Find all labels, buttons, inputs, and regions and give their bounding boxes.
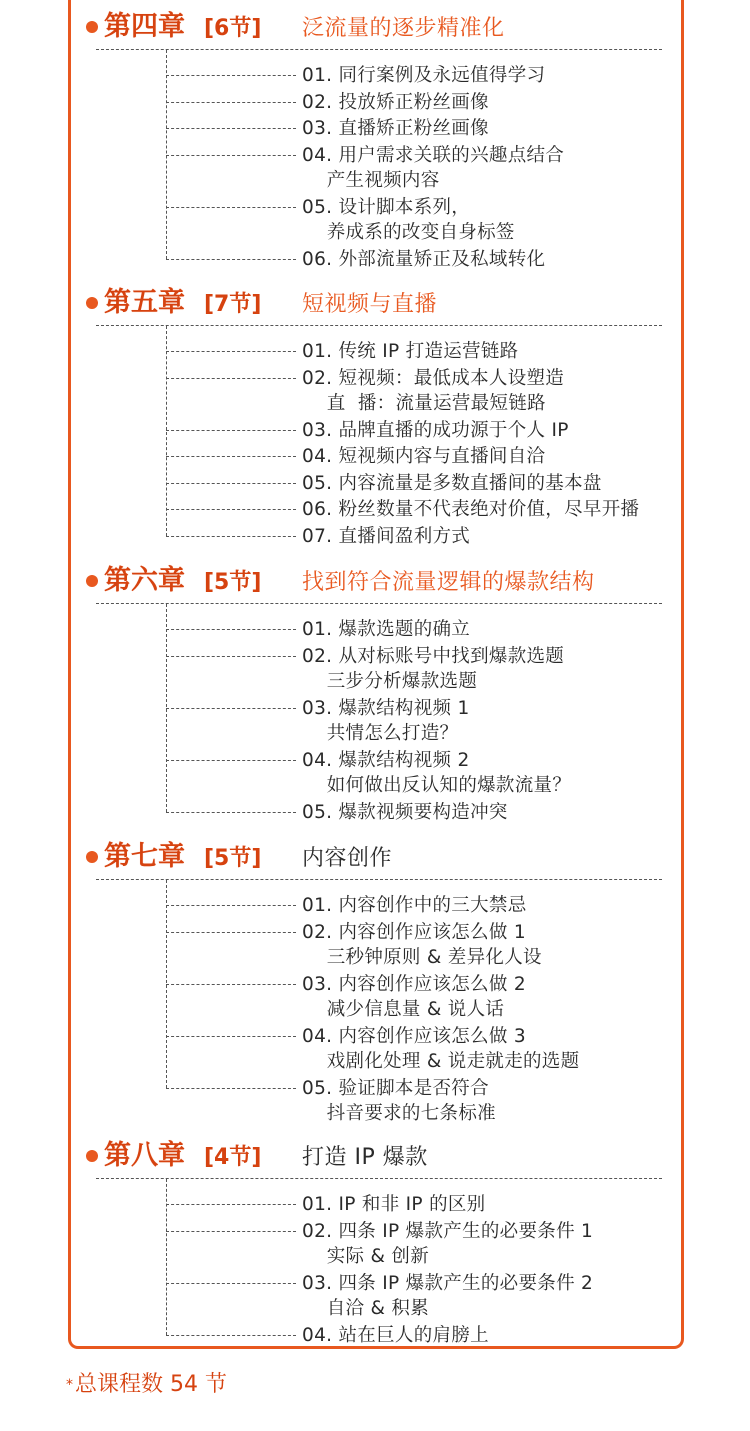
lesson-text	[302, 418, 569, 443]
chapter-section-count: [5节]	[204, 570, 262, 595]
lesson-title: 02. 从对标账号中找到爆款选题	[302, 645, 565, 667]
chapter-label: 第四章	[104, 11, 185, 42]
lesson-subtitle: 如何做出反认知的爆款流量？	[302, 774, 572, 796]
chapter-label: 第七章	[104, 841, 185, 872]
bullet-dot-icon	[86, 297, 98, 309]
tree-branch	[166, 259, 296, 260]
tree-branch	[166, 155, 296, 156]
lesson-text	[302, 1323, 489, 1348]
lesson-title: 06. 粉丝数量不代表绝对价值，尽早开播	[302, 499, 640, 520]
star-mark: *	[66, 1377, 73, 1393]
tree-branch	[166, 207, 296, 208]
lesson-subtitle: 养成系的改变自身标签	[302, 221, 515, 243]
lesson-subtitle: 戏剧化处理 & 说走就走的选题	[302, 1050, 580, 1072]
chapter-divider	[96, 603, 662, 604]
lesson-title: 03. 品牌直播的成功源于个人 IP	[302, 419, 569, 441]
lesson-text	[302, 90, 489, 115]
tree-branch	[166, 656, 296, 657]
lesson-title: 02. 四条 IP 爆款产生的必要条件 1	[302, 1220, 594, 1242]
lesson-title: 01. IP 和非 IP 的区别	[302, 1194, 486, 1215]
lesson-title: 04. 爆款结构视频 2	[302, 749, 470, 771]
tree-branch	[166, 708, 296, 709]
lesson-title: 02. 内容创作应该怎么做 1	[302, 921, 526, 943]
lesson-text	[302, 195, 515, 245]
lesson-text	[302, 247, 545, 272]
tree-branch	[166, 1036, 296, 1037]
chapter-header	[86, 8, 666, 48]
chapter-header	[86, 284, 666, 324]
chapter-title: 内容创作	[302, 846, 393, 871]
tree-branch	[166, 430, 296, 431]
chapter-section-count: [4节]	[204, 1145, 262, 1170]
lesson-title: 03. 内容创作应该怎么做 2	[302, 973, 526, 995]
lesson-text	[302, 972, 526, 1022]
chapter-title: 打造 IP 爆款	[302, 1145, 428, 1170]
tree-branch	[166, 1231, 296, 1232]
lesson-title: 05. 验证脚本是否符合	[302, 1077, 489, 1099]
bullet-dot-icon	[86, 21, 98, 33]
lesson-text	[302, 893, 527, 918]
bullet-dot-icon	[86, 1150, 98, 1162]
chapter-header	[86, 1137, 666, 1177]
tree-branch	[166, 1088, 296, 1089]
lesson-text	[302, 471, 602, 496]
lesson-text	[302, 1192, 485, 1217]
lesson-text	[302, 116, 489, 141]
lesson-title: 02. 投放矫正粉丝画像	[302, 91, 489, 113]
tree-branch	[166, 905, 296, 906]
tree-branch	[166, 760, 296, 761]
tree-branch	[166, 1335, 296, 1336]
tree-trunk	[166, 880, 167, 1088]
chapter-divider	[96, 325, 662, 326]
lesson-text	[302, 366, 564, 416]
tree-branch	[166, 351, 296, 352]
lesson-title: 01. 同行案例及永远值得学习	[302, 65, 546, 86]
lesson-text	[302, 143, 564, 193]
lesson-title: 04. 用户需求关联的兴趣点结合	[302, 144, 565, 166]
chapter-section-count: [5节]	[204, 846, 262, 871]
lesson-title: 01. 内容创作中的三大禁忌	[302, 895, 527, 916]
chapter-section-count: [7节]	[204, 292, 262, 317]
tree-trunk	[166, 1179, 167, 1335]
tree-trunk	[166, 50, 167, 259]
chapter-section-count: [6节]	[204, 16, 262, 41]
lesson-title: 04. 站在巨人的肩膀上	[302, 1324, 489, 1346]
tree-branch	[166, 812, 296, 813]
lesson-subtitle: 直 播：流量运营最短链路	[302, 392, 546, 414]
lesson-text	[302, 339, 518, 364]
lesson-subtitle: 产生视频内容	[302, 169, 440, 191]
lesson-text	[302, 1024, 579, 1074]
lesson-title: 03. 直播矫正粉丝画像	[302, 118, 489, 139]
tree-branch	[166, 1283, 296, 1284]
lesson-subtitle: 共情怎么打造？	[302, 722, 459, 744]
lesson-text	[302, 748, 571, 798]
tree-branch	[166, 932, 296, 933]
lesson-text	[302, 800, 508, 825]
lesson-title: 04. 短视频内容与直播间自洽	[302, 446, 546, 467]
lesson-title: 07. 直播间盈利方式	[302, 525, 471, 547]
total-label: 总课程数 54 节	[75, 1372, 227, 1397]
tree-trunk	[166, 604, 167, 812]
bullet-dot-icon	[86, 575, 98, 587]
chapter-header	[86, 838, 666, 878]
lesson-title: 02. 短视频：最低成本人设塑造	[302, 367, 565, 389]
chapter-header	[86, 562, 666, 602]
lesson-text	[302, 617, 470, 642]
tree-branch	[166, 629, 296, 630]
tree-branch	[166, 1204, 296, 1205]
tree-branch	[166, 483, 296, 484]
lesson-title: 01. 传统 IP 打造运营链路	[302, 341, 519, 362]
lesson-subtitle: 自洽 & 积累	[302, 1297, 430, 1319]
lesson-title: 05. 设计脚本系列，	[302, 196, 471, 218]
total-course-count	[66, 1370, 227, 1400]
lesson-text	[302, 63, 545, 88]
chapter-divider	[96, 1178, 662, 1179]
lesson-title: 01. 爆款选题的确立	[302, 619, 471, 640]
lesson-subtitle: 抖音要求的七条标准	[302, 1102, 496, 1124]
chapter-label: 第八章	[104, 1140, 185, 1171]
lesson-text	[302, 1271, 593, 1321]
tree-branch	[166, 509, 296, 510]
lesson-text	[302, 524, 470, 549]
chapter-divider	[96, 49, 662, 50]
chapter-title: 找到符合流量逻辑的爆款结构	[302, 570, 595, 595]
lesson-text	[302, 444, 545, 469]
lesson-text	[302, 1076, 496, 1126]
chapter-label: 第五章	[104, 287, 185, 318]
tree-branch	[166, 75, 296, 76]
tree-trunk	[166, 326, 167, 536]
lesson-text	[302, 644, 564, 694]
chapter-title: 短视频与直播	[302, 292, 438, 317]
lesson-title: 05. 爆款视频要构造冲突	[302, 801, 508, 823]
lesson-title: 06. 外部流量矫正及私域转化	[302, 248, 546, 270]
lesson-title: 05. 内容流量是多数直播间的基本盘	[302, 472, 602, 494]
chapter-title: 泛流量的逐步精准化	[302, 16, 505, 41]
chapter-divider	[96, 879, 662, 880]
lesson-subtitle: 三秒钟原则 & 差异化人设	[302, 946, 542, 968]
tree-branch	[166, 128, 296, 129]
tree-branch	[166, 102, 296, 103]
tree-branch	[166, 984, 296, 985]
lesson-subtitle: 实际 & 创新	[302, 1245, 430, 1267]
lesson-text	[302, 497, 639, 522]
bullet-dot-icon	[86, 851, 98, 863]
lesson-text	[302, 920, 542, 970]
lesson-title: 03. 爆款结构视频 1	[302, 697, 470, 719]
lesson-title: 03. 四条 IP 爆款产生的必要条件 2	[302, 1272, 594, 1294]
lesson-title: 04. 内容创作应该怎么做 3	[302, 1025, 526, 1047]
lesson-subtitle: 三步分析爆款选题	[302, 670, 478, 692]
tree-branch	[166, 536, 296, 537]
chapter-label: 第六章	[104, 565, 185, 596]
lesson-text	[302, 696, 470, 746]
lesson-text	[302, 1219, 593, 1269]
tree-branch	[166, 378, 296, 379]
tree-branch	[166, 456, 296, 457]
lesson-subtitle: 减少信息量 & 说人话	[302, 998, 505, 1020]
